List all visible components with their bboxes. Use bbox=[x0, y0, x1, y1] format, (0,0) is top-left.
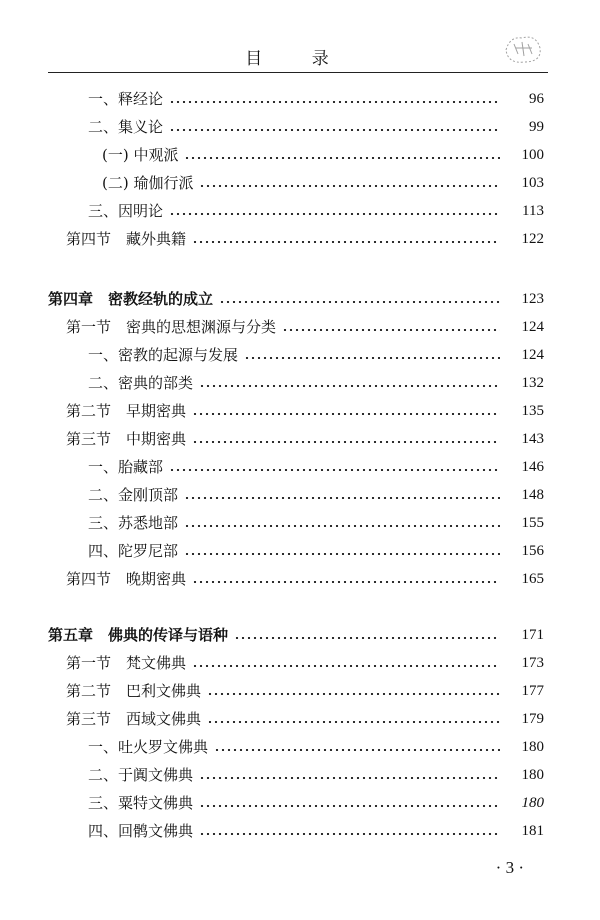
dot-leader bbox=[199, 777, 500, 779]
toc-entry-page: 135 bbox=[521, 403, 544, 419]
toc-entry[interactable] bbox=[0, 566, 600, 590]
toc-entry-label: 二、密典的部类 bbox=[88, 374, 194, 392]
dot-leader bbox=[192, 441, 500, 443]
toc-entry-label: (一) 中观派 bbox=[102, 146, 179, 164]
toc-entry-page: 171 bbox=[521, 627, 544, 643]
toc-entry-page: 113 bbox=[522, 203, 544, 219]
dot-leader bbox=[169, 469, 500, 471]
dot-leader bbox=[192, 413, 500, 415]
toc-entry[interactable] bbox=[0, 342, 600, 366]
toc-entry-label: 第二节 巴利文佛典 bbox=[66, 682, 202, 700]
dot-leader bbox=[282, 329, 500, 331]
toc-entry-label: 第一节 密典的思想渊源与分类 bbox=[66, 318, 277, 336]
dot-leader bbox=[199, 833, 500, 835]
toc-entry-label: 第一节 梵文佛典 bbox=[66, 654, 187, 672]
toc-entry-label: (二) 瑜伽行派 bbox=[102, 174, 194, 192]
dot-leader bbox=[199, 805, 500, 807]
dot-leader bbox=[234, 637, 500, 639]
toc-entry[interactable] bbox=[0, 734, 600, 758]
toc-entry-label: 第四节 晚期密典 bbox=[66, 570, 187, 588]
dot-leader bbox=[184, 497, 500, 499]
toc-entry-label: 三、因明论 bbox=[88, 202, 164, 220]
toc-entry-page: 165 bbox=[521, 571, 544, 587]
toc-entry-page: 100 bbox=[521, 147, 544, 163]
toc-entry[interactable] bbox=[0, 114, 600, 138]
toc-entry[interactable] bbox=[0, 170, 600, 194]
toc-entry-page: 123 bbox=[521, 291, 544, 307]
toc-entry[interactable] bbox=[0, 790, 600, 814]
toc-entry[interactable] bbox=[0, 198, 600, 222]
dot-leader bbox=[219, 301, 500, 303]
dot-leader bbox=[169, 213, 500, 215]
dot-leader bbox=[199, 385, 500, 387]
dot-leader bbox=[244, 357, 500, 359]
toc-entry-page: 96 bbox=[529, 91, 544, 107]
toc-entry-page: 173 bbox=[521, 655, 544, 671]
dot-leader bbox=[184, 525, 500, 527]
toc-entry[interactable] bbox=[0, 314, 600, 338]
toc-entry-page: 155 bbox=[521, 515, 544, 531]
toc-entry-page: 99 bbox=[529, 119, 544, 135]
toc-chapter-entry[interactable] bbox=[0, 286, 600, 310]
toc-entry-page: 122 bbox=[521, 231, 544, 247]
toc-entry[interactable] bbox=[0, 762, 600, 786]
toc-entry[interactable] bbox=[0, 226, 600, 250]
toc-entry-page: 180 bbox=[521, 739, 544, 755]
toc-entry-page: 179 bbox=[521, 711, 544, 727]
toc-entry-page: 124 bbox=[521, 347, 544, 363]
dot-leader bbox=[192, 665, 500, 667]
toc-entry[interactable] bbox=[0, 142, 600, 166]
toc-entry-label: 一、吐火罗文佛典 bbox=[88, 738, 209, 756]
toc-entry-label: 第二节 早期密典 bbox=[66, 402, 187, 420]
toc-entry-label: 四、回鹘文佛典 bbox=[88, 822, 194, 840]
toc-entry-label: 第三节 中期密典 bbox=[66, 430, 187, 448]
toc-entry-label: 四、陀罗尼部 bbox=[88, 542, 179, 560]
toc-entry-label: 二、集义论 bbox=[88, 118, 164, 136]
toc-entry-label: 一、密教的起源与发展 bbox=[88, 346, 239, 364]
toc-entry-label: 二、于阗文佛典 bbox=[88, 766, 194, 784]
page-number: · 3 · bbox=[495, 858, 524, 877]
toc-entry-label: 第四节 藏外典籍 bbox=[66, 230, 187, 248]
toc-entry-page: 132 bbox=[521, 375, 544, 391]
toc-entry-label: 三、苏悉地部 bbox=[88, 514, 179, 532]
toc-entry[interactable] bbox=[0, 426, 600, 450]
toc-entry[interactable] bbox=[0, 454, 600, 478]
toc-entry[interactable] bbox=[0, 370, 600, 394]
toc-entry-page: 181 bbox=[521, 823, 544, 839]
toc-chapter-entry[interactable] bbox=[0, 622, 600, 646]
toc-entry-page: 156 bbox=[521, 543, 544, 559]
toc-entry-page: 148 bbox=[521, 487, 544, 503]
toc-entry-page: 146 bbox=[521, 459, 544, 475]
dot-leader bbox=[199, 185, 500, 187]
dot-leader bbox=[184, 157, 500, 159]
toc-entry[interactable] bbox=[0, 678, 600, 702]
toc-entry-label: 三、粟特文佛典 bbox=[88, 794, 194, 812]
toc-entry-label: 一、胎藏部 bbox=[88, 458, 164, 476]
dot-leader bbox=[184, 553, 500, 555]
toc-entry[interactable] bbox=[0, 482, 600, 506]
dot-leader bbox=[207, 721, 500, 723]
dot-leader bbox=[192, 581, 500, 583]
toc-entry-label: 第五章 佛典的传译与语种 bbox=[48, 626, 229, 644]
toc-entry[interactable] bbox=[0, 818, 600, 842]
page-title: 目 录 bbox=[245, 49, 351, 69]
toc-entry[interactable] bbox=[0, 650, 600, 674]
dot-leader bbox=[169, 129, 500, 131]
toc-entry-label: 第三节 西域文佛典 bbox=[66, 710, 202, 728]
dot-leader bbox=[169, 101, 500, 103]
toc-entry[interactable] bbox=[0, 510, 600, 534]
toc-entry-label: 一、释经论 bbox=[88, 90, 164, 108]
toc-entry-page: 180 bbox=[521, 767, 544, 783]
toc-entry-page: 124 bbox=[521, 319, 544, 335]
toc-entry-page: 180 bbox=[521, 795, 544, 811]
toc-entry-page: 143 bbox=[521, 431, 544, 447]
toc-entry[interactable] bbox=[0, 538, 600, 562]
dot-leader bbox=[207, 693, 500, 695]
toc-entry[interactable] bbox=[0, 706, 600, 730]
dot-leader bbox=[192, 241, 500, 243]
toc-entry[interactable] bbox=[0, 398, 600, 422]
dot-leader bbox=[214, 749, 500, 751]
toc-entry-page: 177 bbox=[521, 683, 544, 699]
toc-entry-page: 103 bbox=[521, 175, 544, 191]
toc-entry-label: 第四章 密教经轨的成立 bbox=[48, 290, 214, 308]
toc-entry[interactable] bbox=[0, 86, 600, 110]
toc-entry-label: 二、金刚顶部 bbox=[88, 486, 179, 504]
